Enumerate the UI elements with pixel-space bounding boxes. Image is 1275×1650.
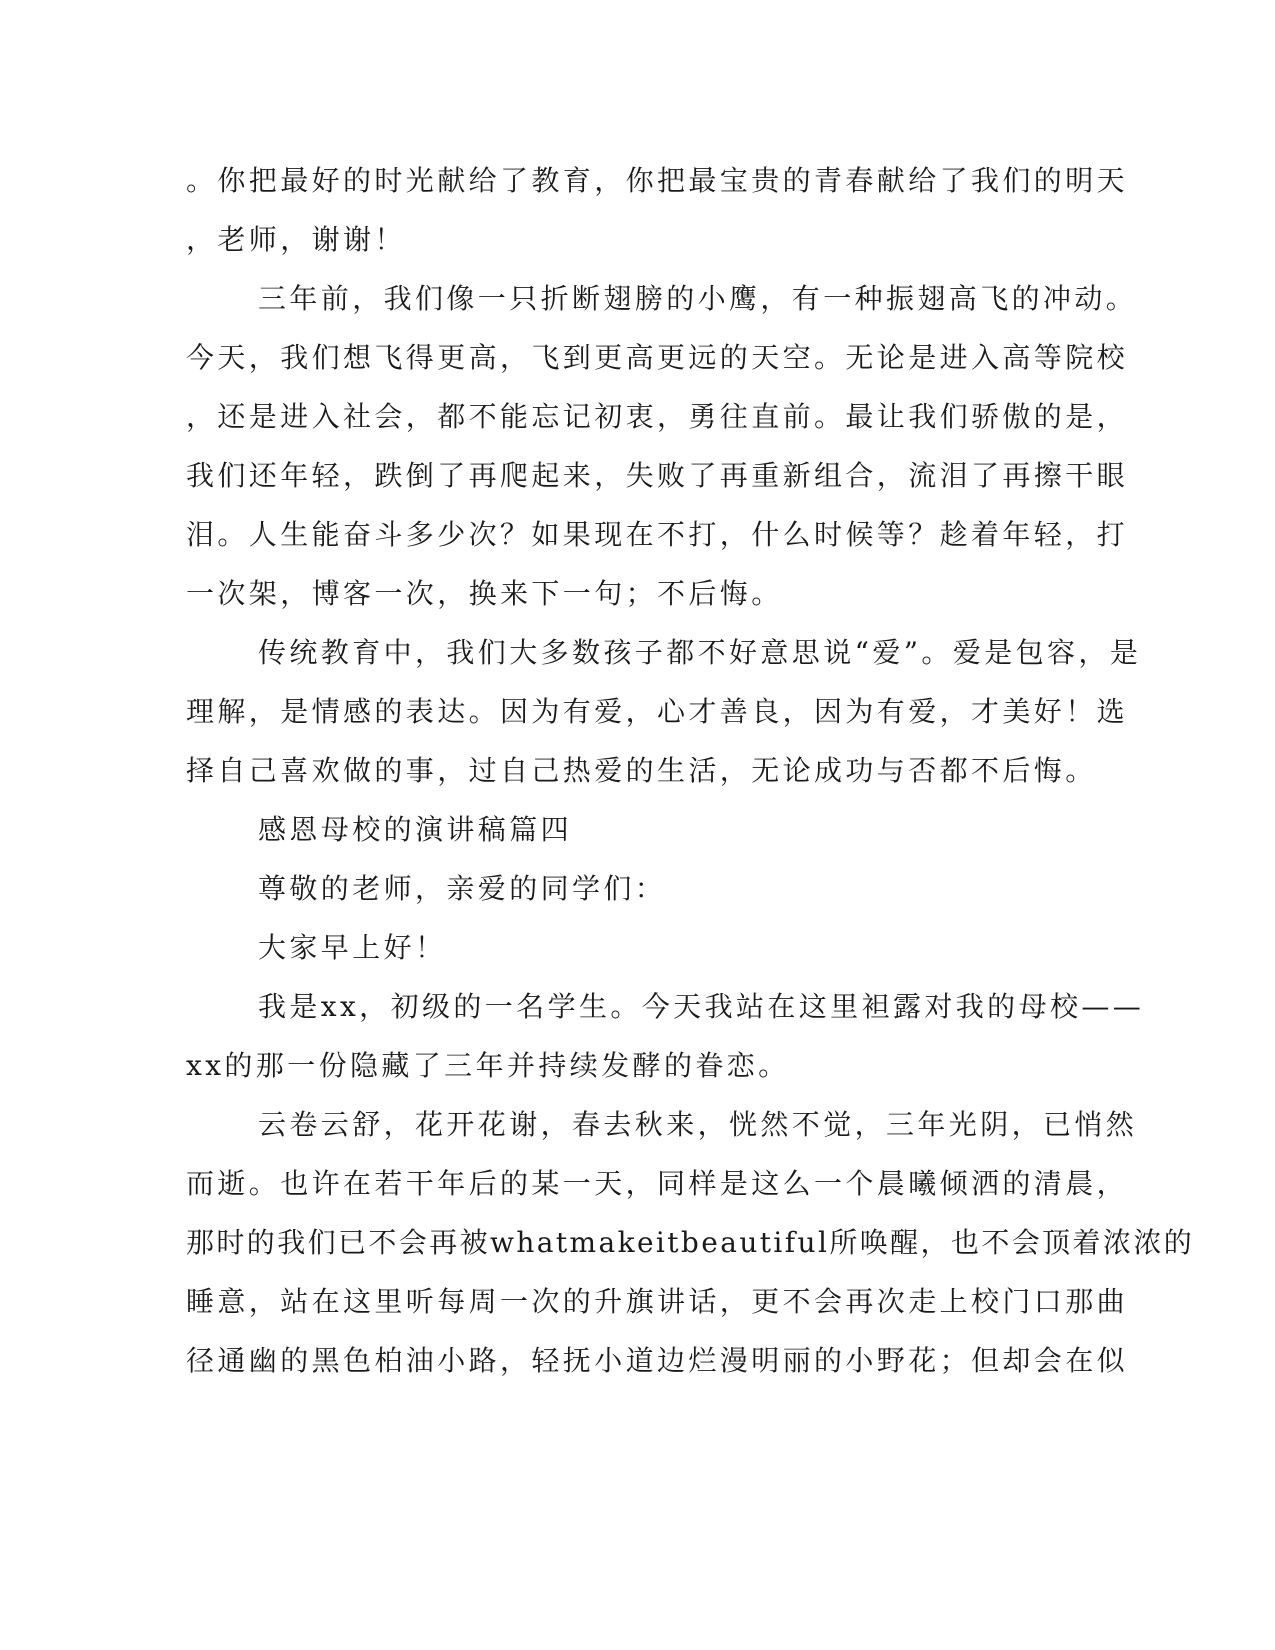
text-line: 径通幽的黑色柏油小路，轻抚小道边烂漫明丽的小野花；但却会在似 [186,1344,1129,1377]
text-line: ，还是进入社会，都不能忘记初衷，勇往直前。最让我们骄傲的是， [186,400,1129,433]
section-heading: 感恩母校的演讲稿篇四 [258,813,573,846]
text-line: ，老师，谢谢！ [186,223,406,256]
text-line: 我们还年轻，跌倒了再爬起来，失败了再重新组合，流泪了再擦干眼 [186,459,1129,492]
text-line: 今天，我们想飞得更高，飞到更高更远的天空。无论是进入高等院校 [186,341,1129,374]
text-line: 睡意，站在这里听每周一次的升旗讲话，更不会再次走上校门口那曲 [186,1285,1129,1318]
salutation: 尊敬的老师，亲爱的同学们： [258,872,667,905]
text-line: 择自己喜欢做的事，过自己热爱的生活，无论成功与否都不后悔。 [186,754,1097,787]
text-line: 泪。人生能奋斗多少次？如果现在不打，什么时候等？趁着年轻，打 [186,518,1129,551]
text-line: 理解，是情感的表达。因为有爱，心才善良，因为有爱，才美好！选 [186,695,1129,728]
text-line: 而逝。也许在若干年后的某一天，同样是这么一个晨曦倾洒的清晨， [186,1167,1129,1200]
text-line: xx的那一份隐藏了三年并持续发酵的眷恋。 [186,1049,790,1082]
text-line: 一次架，博客一次，换来下一句；不后悔。 [186,577,783,610]
text-line: 。你把最好的时光献给了教育，你把最宝贵的青春献给了我们的明天 [186,164,1129,197]
text-line: 云卷云舒，花开花谢，春去秋来，恍然不觉，三年光阴，已悄然 [258,1108,1138,1141]
text-line: 三年前，我们像一只折断翅膀的小鹰，有一种振翅高飞的冲动。 [258,282,1138,315]
text-line: 传统教育中，我们大多数孩子都不好意思说“爱”。爱是包容，是 [258,636,1142,669]
text-line: 我是xx，初级的一名学生。今天我站在这里袒露对我的母校—— [258,990,1145,1023]
text-line: 那时的我们已不会再被whatmakeitbeautiful所唤醒，也不会顶着浓浓的 [186,1226,1195,1259]
greeting: 大家早上好！ [258,931,447,964]
